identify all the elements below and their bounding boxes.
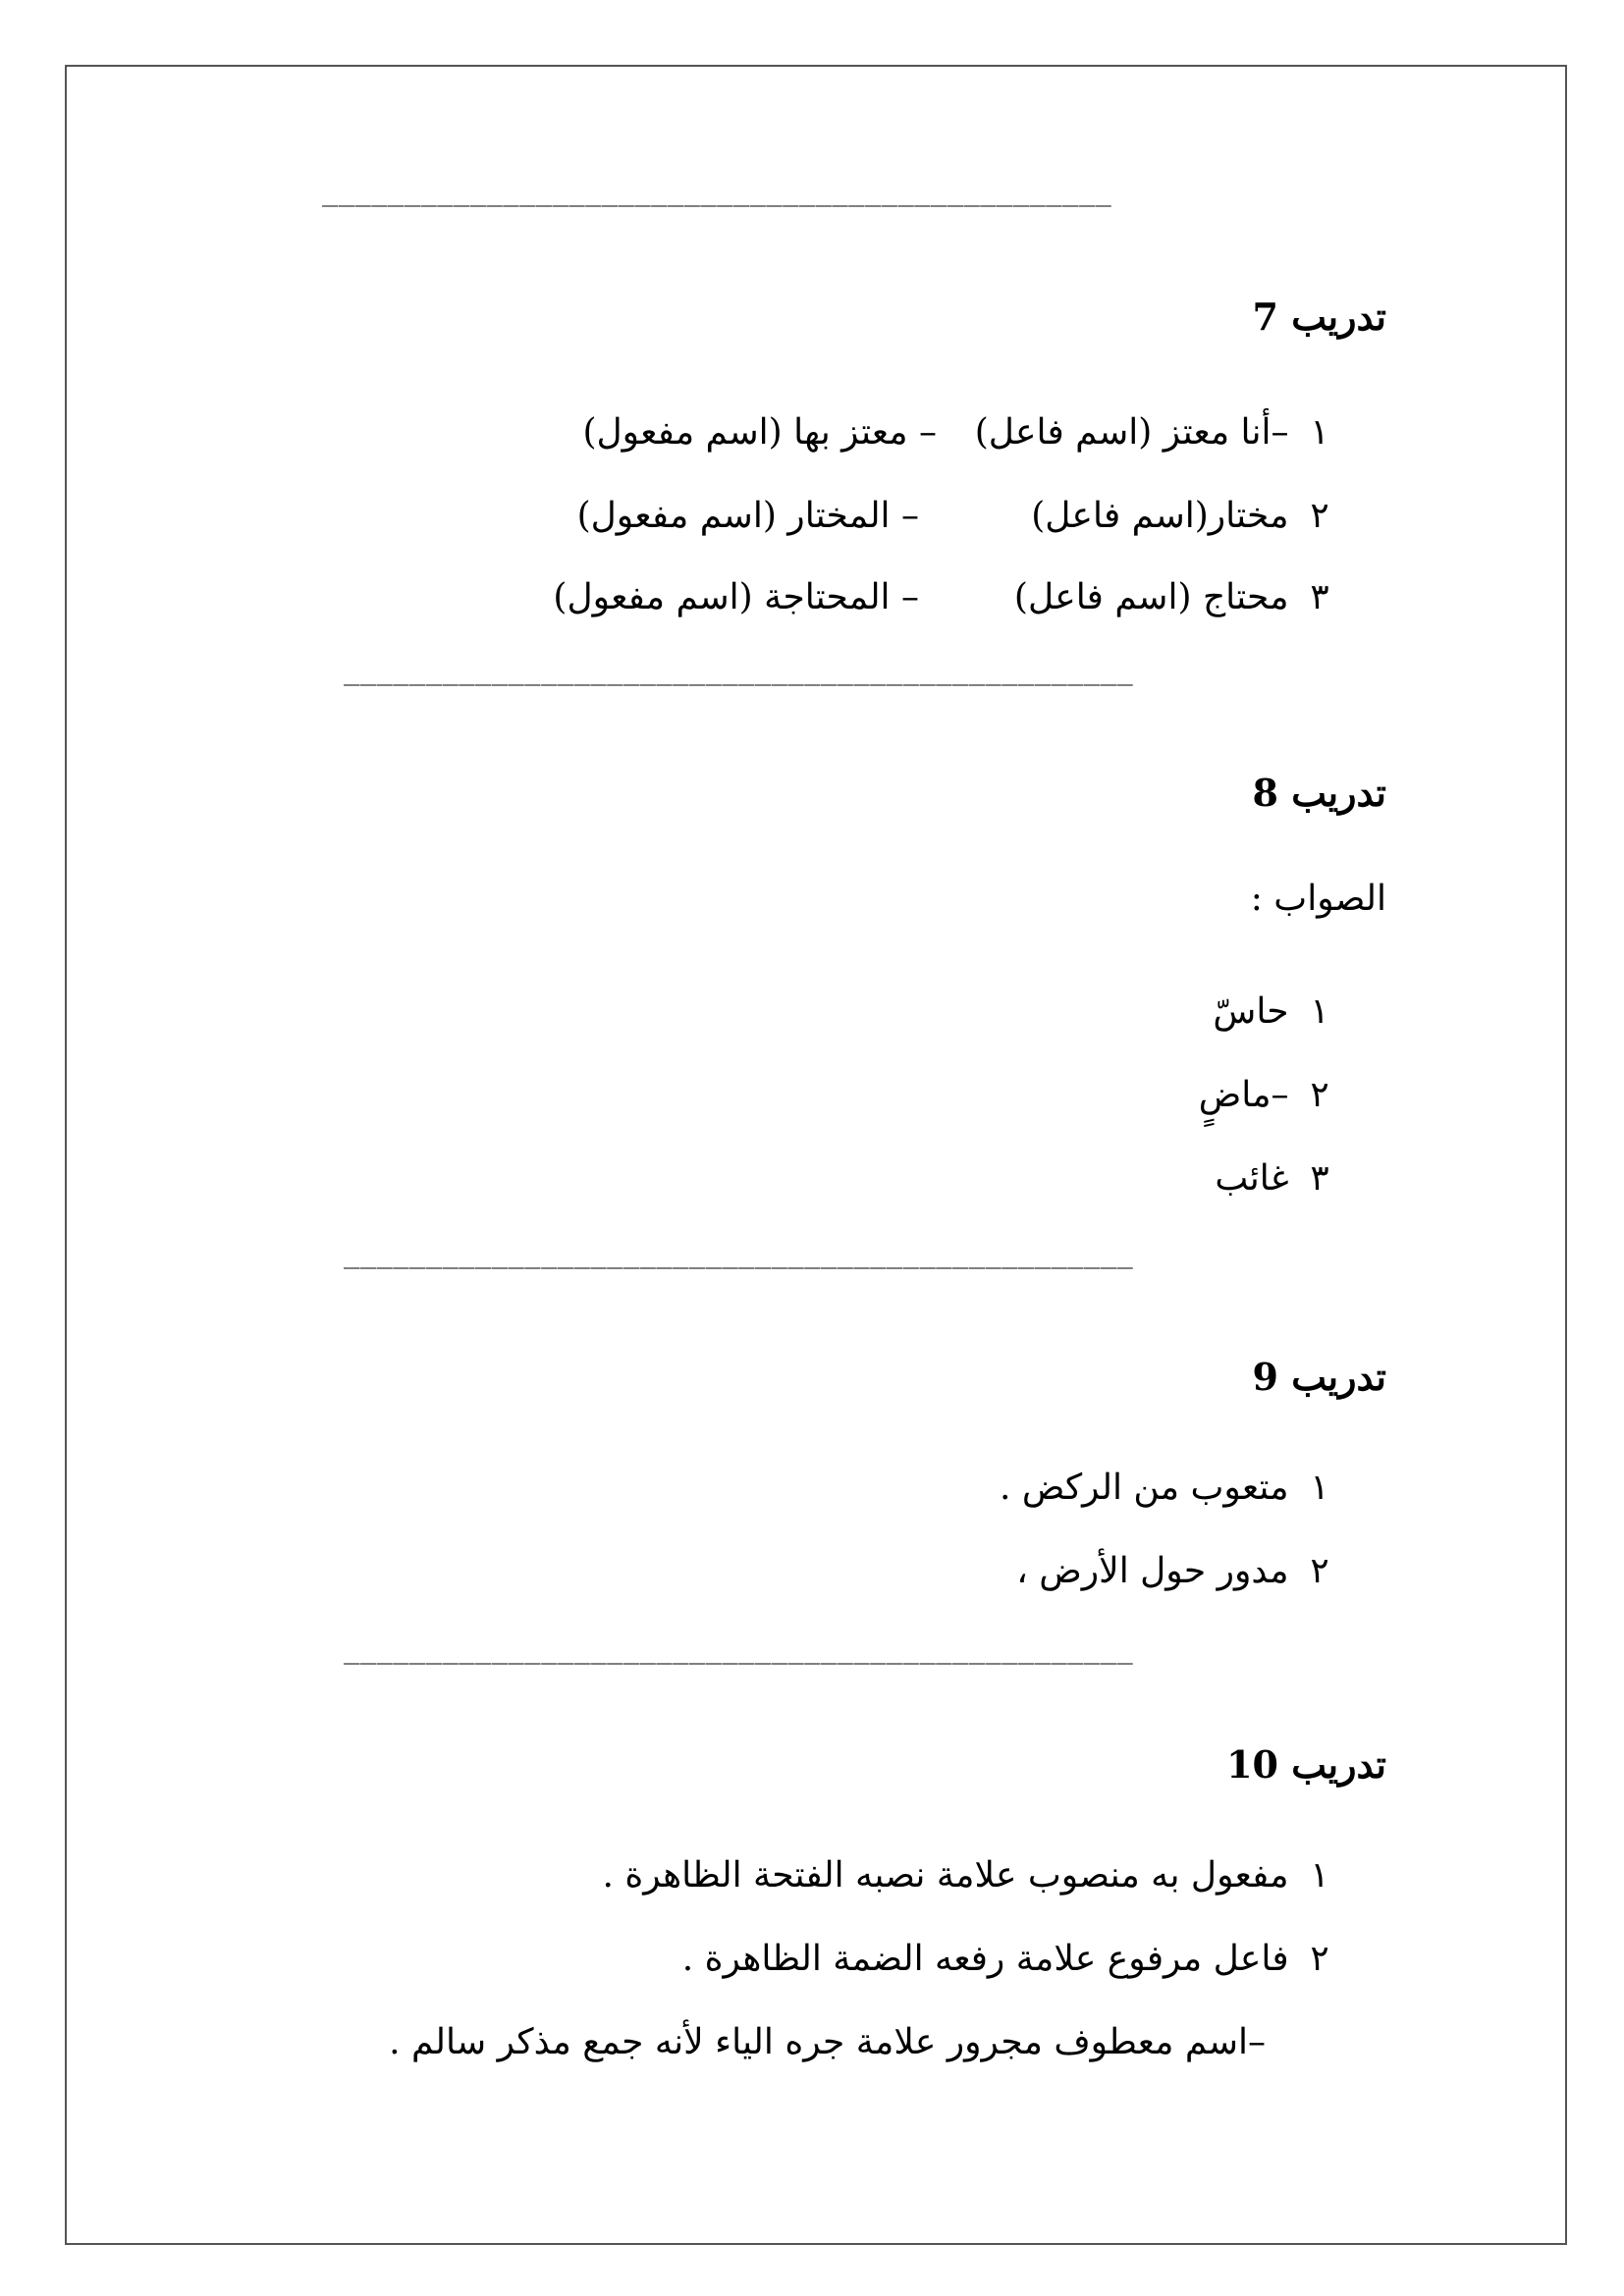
- exercise-10-title: تدريب 10: [1226, 1742, 1386, 1787]
- exercise-7-title: تدريب 7: [1252, 294, 1386, 339]
- item-number: ٢: [1310, 1939, 1329, 1979]
- exercise-8-title: تدريب 8: [1252, 771, 1386, 815]
- item-number: ٣: [1310, 1158, 1329, 1199]
- list-item: [1199, 1075, 1339, 1115]
- list-item-continuation: –اسم معطوف مجرور علامة جره الياء لأنه جمع مذكر سالم .: [389, 2022, 1266, 2062]
- list-item-second-column: – المحتاجة (اسم مفعول): [553, 577, 919, 617]
- item-text: مفعول به منصوب علامة نصبه الفتحة الظاهرة .: [602, 1855, 1289, 1896]
- list-item: [1215, 1158, 1339, 1199]
- item-text: فاعل مرفوع علامة رفعه الضمة الظاهرة .: [681, 1939, 1289, 1979]
- separator-line: ________________________________________________: [322, 177, 1112, 207]
- item-number: ٢: [1310, 1075, 1329, 1115]
- list-item: [975, 412, 1339, 453]
- item-text: –ماضٍ: [1198, 1075, 1289, 1115]
- item-number: ١: [1310, 1855, 1329, 1896]
- page-frame: [65, 65, 1567, 2245]
- list-item-second-column: – المختار (اسم مفعول): [576, 496, 919, 536]
- list-item: [1000, 1468, 1339, 1508]
- item-text: –أنا معتز (اسم فاعل): [974, 412, 1289, 453]
- separator-line: ________________________________________________: [344, 1239, 1134, 1269]
- separator-line: ________________________________________________: [344, 656, 1134, 686]
- item-text: مختار(اسم فاعل): [1031, 496, 1289, 536]
- item-number: ٣: [1310, 577, 1329, 617]
- list-item: [1031, 496, 1339, 536]
- list-item-second-column: – معتز بها (اسم مفعول): [582, 412, 937, 453]
- item-number: ١: [1310, 1468, 1329, 1508]
- list-item: [1213, 991, 1339, 1032]
- item-number: ٢: [1310, 496, 1329, 536]
- exercise-9-title: تدريب 9: [1252, 1355, 1386, 1399]
- list-item: [603, 1855, 1340, 1896]
- separator-line: ________________________________________________: [344, 1634, 1134, 1665]
- item-number: ٢: [1310, 1551, 1329, 1591]
- item-text: حاسّ: [1213, 991, 1289, 1032]
- exercise-8-intro: الصواب :: [1250, 879, 1386, 919]
- item-number: ١: [1310, 412, 1329, 453]
- item-text: غائب: [1215, 1158, 1289, 1199]
- list-item: [682, 1939, 1339, 1979]
- item-number: ١: [1310, 991, 1329, 1032]
- list-item: [1014, 577, 1339, 617]
- item-text: محتاج (اسم فاعل): [1013, 577, 1289, 617]
- item-text: متعوب من الركض .: [1000, 1468, 1289, 1508]
- item-text: مدور حول الأرض ،: [1016, 1551, 1289, 1591]
- list-item: [1016, 1551, 1339, 1591]
